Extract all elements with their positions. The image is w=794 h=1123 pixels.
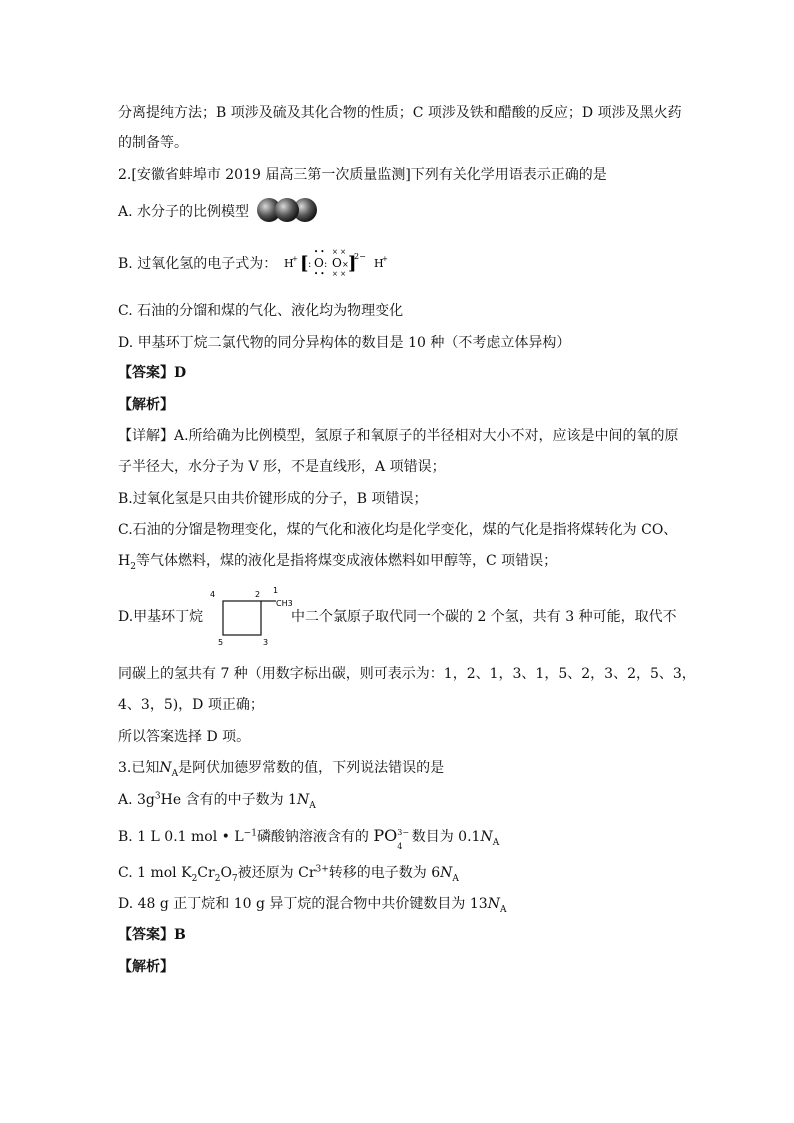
q3a-sub: A (309, 800, 316, 811)
detail5-rest: 等气体燃料，煤的液化是指将煤变成液体燃料如甲醇等，C 项错误； (135, 553, 558, 569)
q3d-n: N (487, 896, 500, 912)
q2-stem: 2.[安徽省蚌埠市 2019 届高三第一次质量监测]下列有关化学用语表示正确的是 (118, 167, 607, 183)
q3b-po-sub: 4 (397, 842, 403, 851)
lewis-bracket-right: ] (348, 253, 357, 274)
q2-answer: 【答案】D (118, 365, 187, 381)
lewis-h-right-plus: + (382, 255, 388, 263)
q2-detail-3: B.过氧化氢是只由共价键形成的分子，B 项错误； (118, 491, 428, 507)
lewis-h-right: H (374, 257, 384, 270)
intro-line-2: 的制备等。 (118, 135, 188, 151)
q3c-o: O (220, 865, 232, 881)
lewis-middle-dots: : (324, 259, 328, 270)
q3-analysis-heading: 【解析】 (118, 959, 174, 975)
q3a-n: N (296, 792, 310, 808)
q3c-suffix: 转移的电子数为 6 (328, 865, 441, 881)
lewis-o1-top-dots: • • (314, 248, 325, 256)
q2-detail-2: 子半径大，水分子为 V 形，不是直线形，A 项错误； (118, 459, 446, 475)
q3a-prefix: A. 3g (118, 792, 155, 808)
lewis-charge: 2− (354, 252, 366, 261)
methylcyclobutane-structure (208, 585, 298, 647)
intro-line-1: 分离提纯方法；B 项涉及硫及其化合物的性质；C 项涉及铁和醋酸的反应；D 项涉及黑火药 (118, 105, 682, 121)
q3b-po: PO (373, 826, 398, 845)
q3b-mid: 磷酸钠溶液含有的 (256, 829, 369, 845)
q3-option-c (118, 864, 459, 882)
q3-option-a (118, 791, 316, 809)
q3-stem-sub: A (171, 768, 179, 779)
q2-option-a: A. 水分子的比例模型 (118, 204, 250, 220)
q2-detail-9: 所以答案选择 D 项。 (118, 729, 251, 745)
q3a-sup: 3 (154, 791, 161, 802)
detail5-h: H (118, 553, 131, 569)
q3b-po-sup: 3− (397, 828, 410, 837)
q3c-cr: Cr (197, 865, 215, 881)
lewis-right-cross: × (342, 260, 349, 269)
lewis-dots-left: : (308, 259, 312, 270)
q3d-prefix: D. 48 g 正丁烷和 10 g 异丁烷的混合物中共价键数目为 13 (118, 896, 488, 912)
water-space-filling-model-image (256, 196, 318, 224)
q2-detail-7: 同碳上的氢共有 7 种（用数字标出碳，则可表示为：1，2、1，3、1，5、2，3、2，5、3， (118, 666, 696, 682)
lewis-o2-bottom-crosses: × × (332, 270, 346, 277)
detail5-h-sub: 2 (130, 561, 136, 572)
lewis-o1: O (314, 256, 324, 270)
q2-detail-5 (118, 552, 557, 570)
q3b-prefix: B. 1 L 0.1 mol • L (118, 829, 244, 845)
lewis-h-left: H (284, 257, 294, 270)
q2-detail-6-prefix: D.甲基环丁烷 (118, 609, 204, 625)
q3-stem (118, 759, 444, 777)
q3c-sub: A (452, 873, 459, 884)
q3b-po-scripts (397, 828, 410, 851)
q2-detail-1: 【详解】A.所给确为比例模型，氢原子和氧原子的半径相对大小不对，应该是中间的氧的原 (118, 428, 679, 444)
q3d-sub: A (499, 904, 507, 915)
q2-option-d: D. 甲基环丁烷二氯代物的同分异构体的数目是 10 种（不考虑立体异构） (118, 335, 571, 351)
q3c-prefix: C. 1 mol K (118, 865, 192, 881)
q3-stem-prefix: 3.已知 (118, 760, 160, 776)
ring-label-2: 2 (255, 590, 261, 599)
q3c-n: N (440, 865, 453, 881)
q3a-mid: He 含有的中子数为 1 (160, 792, 297, 808)
q3c-sup: 3+ (315, 864, 329, 875)
lewis-bracket-left: [ (300, 253, 309, 274)
q2-detail-6-suffix: 中二个氯原子取代同一个碳的 2 个氢，共有 3 种可能，取代不 (291, 609, 677, 625)
q3b-suffix: 数目为 0.1 (411, 829, 481, 845)
lewis-h-left-plus: + (292, 255, 298, 263)
ring-label-5: 5 (218, 638, 224, 647)
q2-detail-8: 4、3，5)，D 项正确； (118, 697, 264, 713)
q3c-k2: 2 (191, 873, 198, 884)
q3b-n: N (480, 829, 493, 845)
q3-option-d (118, 895, 506, 913)
q3c-cr2: 2 (214, 873, 221, 884)
q3b-sup: −1 (243, 828, 257, 839)
q3-option-b (118, 826, 500, 851)
q3c-mid: 被还原为 Cr (237, 865, 316, 881)
hydrogen-peroxide-lewis-structure (282, 247, 402, 277)
q3-stem-suffix: 是阿伏加德罗常数的值，下列说法错误的是 (178, 760, 445, 776)
q3-stem-n: N (159, 760, 172, 776)
q2-analysis-heading: 【解析】 (118, 397, 174, 413)
lewis-o2-top-crosses: × × (332, 248, 346, 256)
q3-answer: 【答案】B (118, 927, 186, 943)
ring-label-1: 1 (273, 586, 279, 595)
ring-label-3: 3 (263, 638, 269, 647)
q3b-sub: A (492, 837, 500, 848)
q2-option-b: B. 过氧化氢的电子式为： (118, 256, 278, 272)
ring-ch3: CH3 (276, 599, 293, 608)
q3c-o7: 7 (231, 873, 238, 884)
q2-option-c: C. 石油的分馏和煤的气化、液化均为物理变化 (118, 303, 404, 319)
lewis-o1-bottom-dots: • • (314, 270, 325, 277)
q2-detail-4: C.石油的分馏是物理变化，煤的气化和液化均是化学变化，煤的气化是指将煤转化为 CO、 (118, 522, 678, 538)
lewis-o2: O (332, 256, 342, 270)
ring-label-4: 4 (210, 590, 216, 599)
